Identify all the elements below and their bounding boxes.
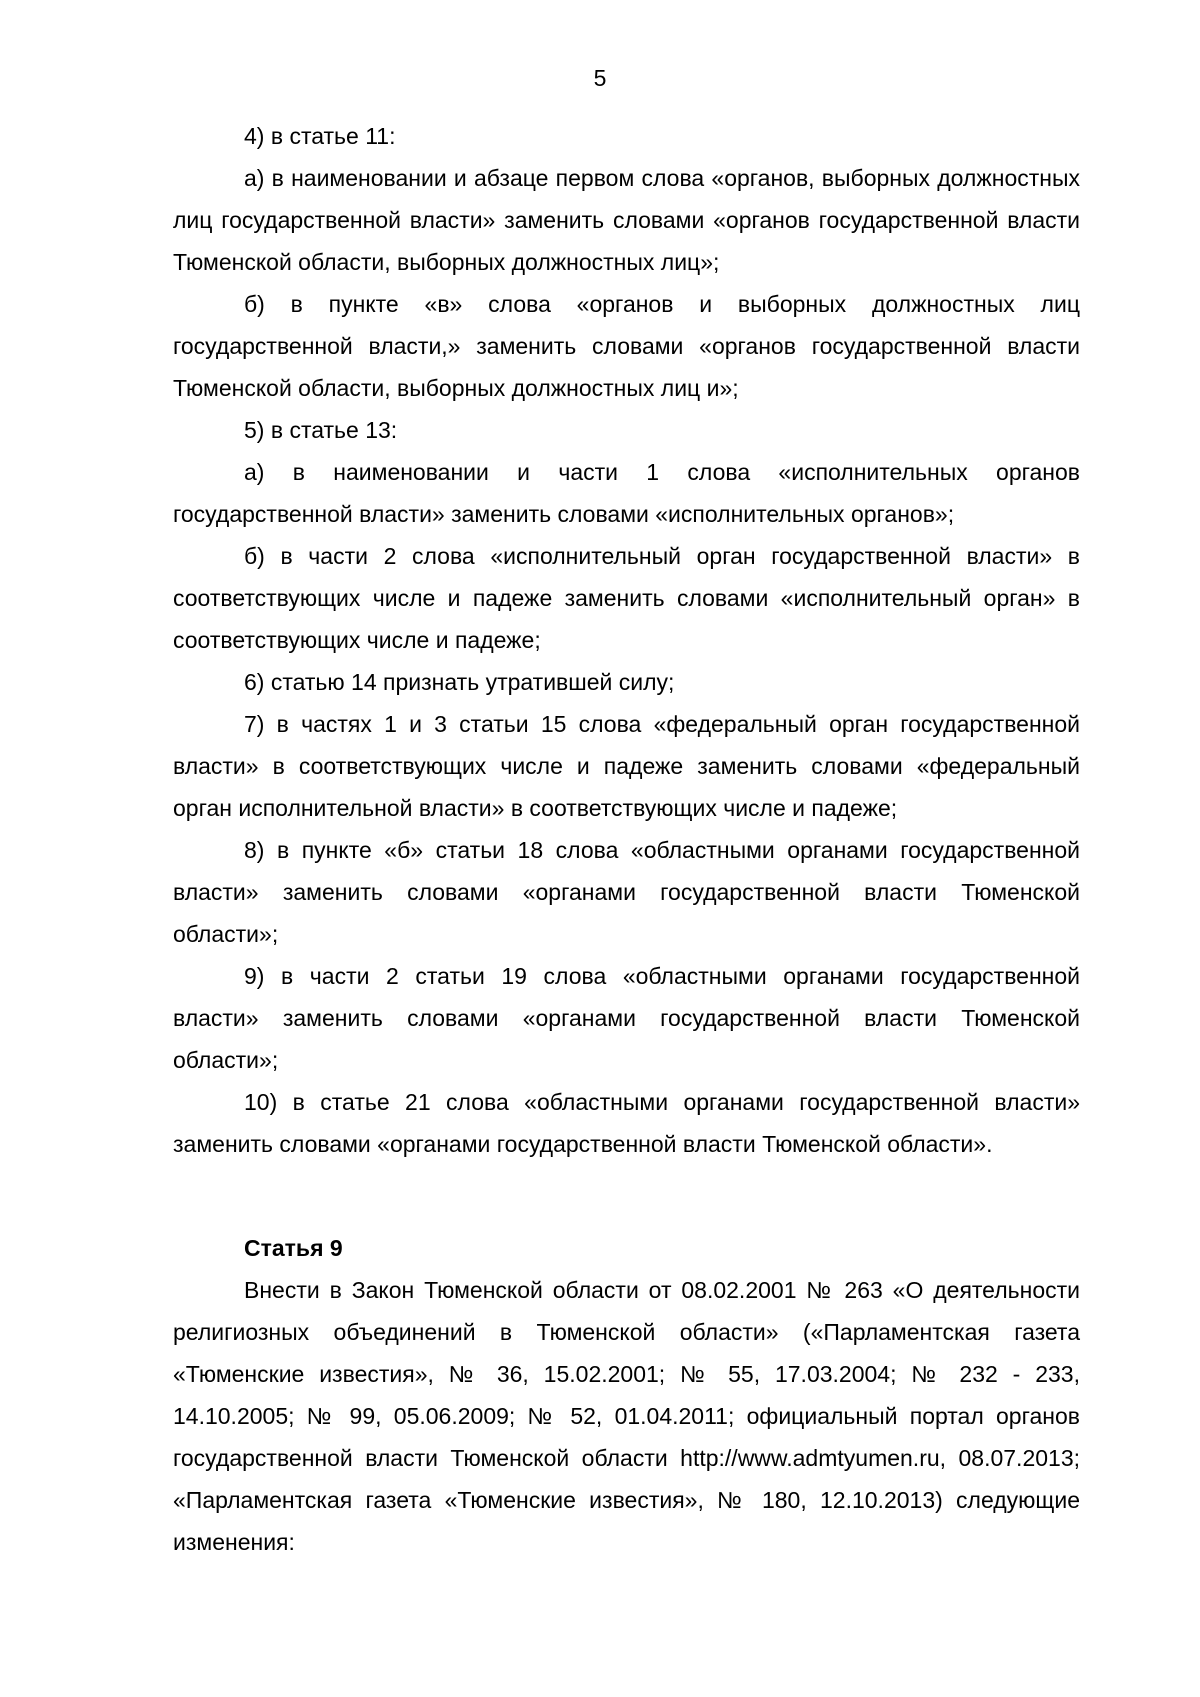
paragraph-item-8: 8) в пункте «б» статьи 18 слова «областными органами государственной власти» заменить словами «органами государственной власти Тюменской области»; xyxy=(173,837,1080,947)
paragraph-article13-b: б) в части 2 слова «исполнительный орган государственной власти» в соответствующих числе и падеже заменить словами «исполнительный орган» в соответствующих числе и падеже; xyxy=(173,543,1080,653)
paragraph-article11-b: б) в пункте «в» слова «органов и выборных должностных лиц государственной власти,» заменить словами «органов государственной власти Тюменской области, выборных должностных лиц и»; xyxy=(173,291,1080,401)
paragraph-item-7: 7) в частях 1 и 3 статьи 15 слова «федеральный орган государственной власти» в соответствующих числе и падеже заменить словами «федеральный орган исполнительной власти» в соответствующих числе и падеже; xyxy=(173,711,1080,821)
article-9-heading: Статья 9 xyxy=(244,1235,343,1261)
paragraph-article11-intro: 4) в статье 11: xyxy=(244,123,396,149)
paragraph-item-6: 6) статью 14 признать утратившей силу; xyxy=(244,669,675,695)
paragraph-article13-intro: 5) в статье 13: xyxy=(244,417,398,443)
article-9-text: Внести в Закон Тюменской области от 08.02.2001 № 263 «О деятельности религиозных объединений в Тюменской области» («Парламентская газета «Тюменские известия», № 36, 15.02.2001; № 55, 17.03.2004; № 232 - 233, 14.10.2005; № 99, 05.06.2009; № 52, 01.04.2011; официальный портал органов государственной власти Тюменской области http://www.admtyumen.ru, 08.07.2013; «Парламентская газета «Тюменские известия», № 180, 12.10.2013) следующие изменения: xyxy=(173,1277,1080,1555)
paragraph-article11-a: а) в наименовании и абзаце первом слова «органов, выборных должностных лиц государственной власти» заменить словами «органов государственной власти Тюменской области, выборных должностных лиц»; xyxy=(173,165,1080,275)
page-number: 5 xyxy=(593,65,607,91)
document-body xyxy=(173,115,1080,1563)
paragraph-article13-a: а) в наименовании и части 1 слова «исполнительных органов государственной власти» заменить словами «исполнительных органов»; xyxy=(173,459,1080,527)
paragraph-item-9: 9) в части 2 статьи 19 слова «областными органами государственной власти» заменить словами «органами государственной власти Тюменской области»; xyxy=(173,963,1080,1073)
paragraph-item-10: 10) в статье 21 слова «областными органами государственной власти» заменить словами «органами государственной власти Тюменской области». xyxy=(173,1089,1080,1157)
